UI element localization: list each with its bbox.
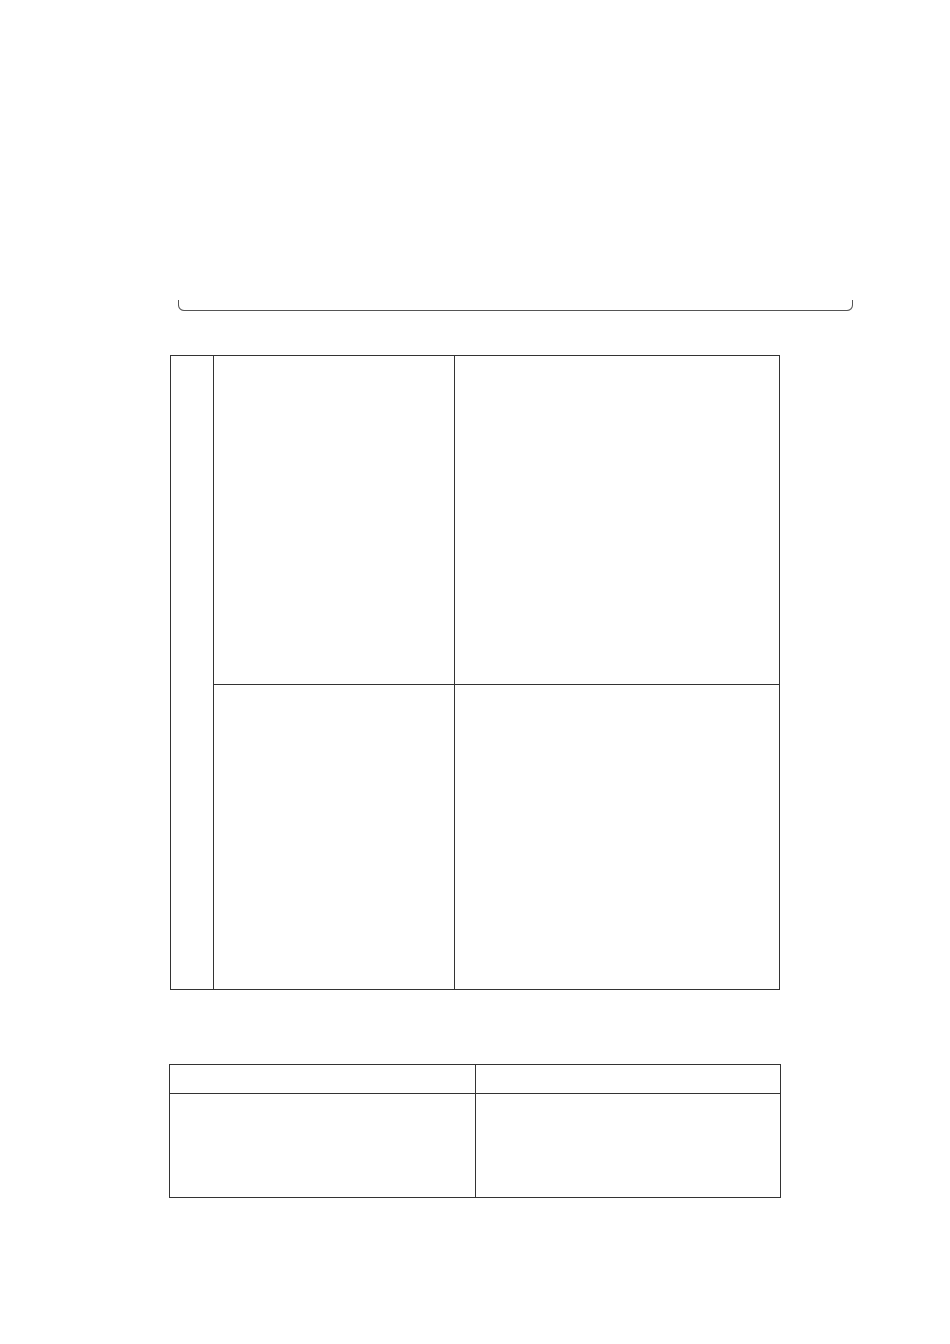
- original-sentence-cell: [170, 1094, 476, 1198]
- phrase-list-cell-1: [213, 356, 454, 685]
- header-right: [476, 1065, 781, 1094]
- phrase-list-2: [214, 830, 454, 844]
- phrase-list-cell-2: [213, 685, 454, 990]
- header-left: [170, 1065, 476, 1094]
- exercise-cell-2: [454, 685, 779, 990]
- sentence-table: [169, 1064, 781, 1198]
- brace-divider: [178, 300, 853, 311]
- imitation-cell: [476, 1094, 781, 1198]
- imitation-sentence: [476, 1144, 780, 1148]
- phrase-list-1: [214, 515, 454, 525]
- phrase-table: [170, 355, 780, 990]
- exercise-cell-1: [454, 356, 779, 685]
- original-sentence: [170, 1094, 475, 1095]
- side-label-cell: [171, 356, 214, 990]
